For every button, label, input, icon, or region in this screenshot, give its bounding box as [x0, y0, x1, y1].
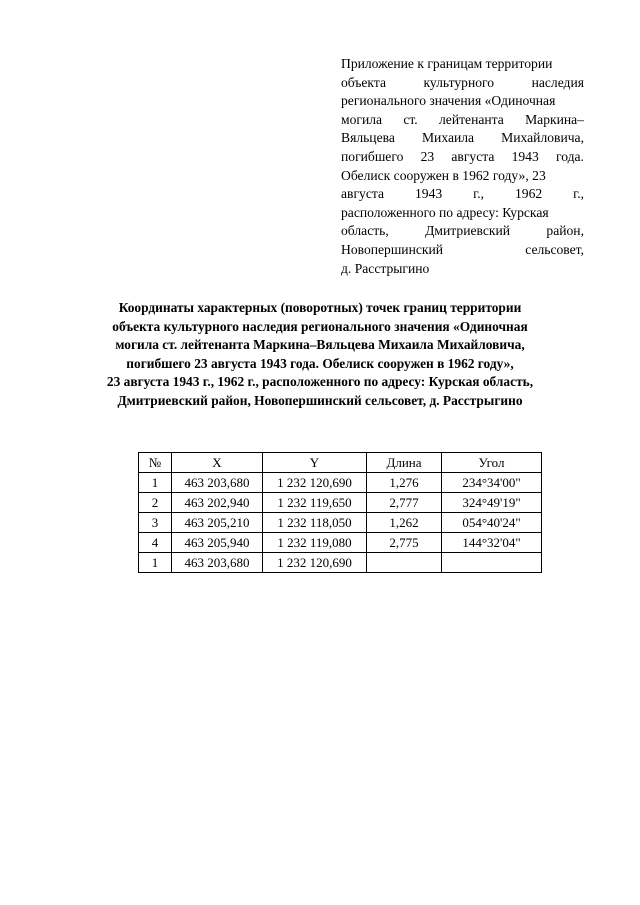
table-row [139, 513, 542, 533]
appendix-word: Вяльцева [341, 130, 395, 146]
appendix-word: лейтенанта [439, 111, 504, 127]
x-coordinate-cell: 463 205,940 [172, 533, 263, 553]
angle-cell: 324°49'19" [442, 493, 542, 513]
x-coordinate-cell: 463 205,210 [172, 513, 263, 533]
appendix-word: могила [341, 111, 383, 127]
length-cell [367, 553, 442, 573]
point-number-cell: 1 [139, 553, 172, 573]
appendix-line: д. Расстрыгино [341, 260, 430, 276]
length-cell: 2,775 [367, 533, 442, 553]
angle-cell [442, 553, 542, 573]
length-cell: 2,777 [367, 493, 442, 513]
coordinates-table [138, 452, 542, 573]
appendix-word: 1962 [514, 186, 543, 202]
appendix-word: августа [451, 148, 495, 164]
appendix-word: наследия [531, 74, 584, 90]
point-number-cell: 4 [139, 533, 172, 553]
header-angle: Угол [442, 453, 542, 473]
table-row [139, 533, 542, 553]
appendix-line [341, 185, 584, 204]
appendix-word: сельсовет, [525, 241, 584, 257]
appendix-word: Маркина– [525, 111, 584, 127]
table-row [139, 493, 542, 513]
appendix-line [341, 222, 584, 241]
header-length: Длина [367, 453, 442, 473]
table-row [139, 473, 542, 493]
x-coordinate-cell: 463 203,680 [172, 473, 263, 493]
appendix-word: г., [473, 186, 484, 202]
appendix-word: г., [573, 186, 584, 202]
angle-cell: 054°40'24" [442, 513, 542, 533]
title-line: объекта культурного наследия регионального значения «Одиночная [112, 318, 528, 334]
length-cell: 1,262 [367, 513, 442, 533]
appendix-word: Михаила [421, 130, 475, 146]
x-coordinate-cell: 463 203,680 [172, 553, 263, 573]
appendix-word: погибшего [341, 148, 404, 164]
appendix-word: ст. [403, 111, 418, 127]
header-number: № [139, 453, 172, 473]
x-coordinate-cell: 463 202,940 [172, 493, 263, 513]
title-line: Дмитриевский район, Новопершинский сельсовет, д. Расстрыгино [117, 392, 523, 408]
appendix-word: 1943 [511, 148, 539, 164]
appendix-line [341, 129, 584, 148]
appendix-line [341, 111, 584, 130]
appendix-line: Обелиск сооружен в 1962 году», 23 [341, 167, 546, 183]
point-number-cell: 2 [139, 493, 172, 513]
y-coordinate-cell: 1 232 120,690 [263, 473, 367, 493]
title-line: Координаты характерных (поворотных) точек границ территории [118, 300, 522, 315]
point-number-cell: 3 [139, 513, 172, 533]
y-coordinate-cell: 1 232 119,650 [263, 493, 367, 513]
angle-cell: 234°34'00" [442, 473, 542, 493]
table-row [139, 553, 542, 573]
appendix-word: Новопершинский [341, 241, 444, 257]
appendix-word: культурного [423, 74, 495, 90]
appendix-word: 1943 [414, 186, 443, 202]
y-coordinate-cell: 1 232 119,080 [263, 533, 367, 553]
appendix-word: 23 [420, 148, 435, 164]
document-title [80, 299, 560, 411]
title-line: могила ст. лейтенанта Маркина–Вяльцева Михаила Михайловича, [115, 337, 525, 353]
appendix-line [341, 148, 584, 167]
title-line: 23 августа 1943 г., 1962 г., расположенного по адресу: Курская область, [106, 374, 534, 390]
header-y: Y [263, 453, 367, 473]
point-number-cell: 1 [139, 473, 172, 493]
appendix-word: область, [341, 223, 389, 239]
y-coordinate-cell: 1 232 118,050 [263, 513, 367, 533]
appendix-word: августа [341, 186, 384, 202]
header-x: X [172, 453, 263, 473]
appendix-line [341, 241, 584, 260]
appendix-word: район, [546, 223, 584, 239]
appendix-line: расположенного по адресу: Курская [341, 204, 549, 220]
appendix-line: регионального значения «Одиночная [341, 93, 556, 109]
title-line: погибшего 23 августа 1943 года. Обелиск сооружен в 1962 году», [126, 355, 514, 371]
appendix-word: Михайловича, [501, 130, 584, 146]
appendix-line: Приложение к границам территории [341, 56, 553, 71]
appendix-word: года. [555, 148, 584, 164]
table-header-row [139, 453, 542, 473]
table-body [139, 473, 542, 573]
appendix-word: Дмитриевский [425, 223, 511, 239]
length-cell: 1,276 [367, 473, 442, 493]
appendix-word: объекта [341, 74, 387, 90]
appendix-line [341, 74, 584, 93]
appendix-note [341, 55, 584, 278]
y-coordinate-cell: 1 232 120,690 [263, 553, 367, 573]
angle-cell: 144°32'04" [442, 533, 542, 553]
